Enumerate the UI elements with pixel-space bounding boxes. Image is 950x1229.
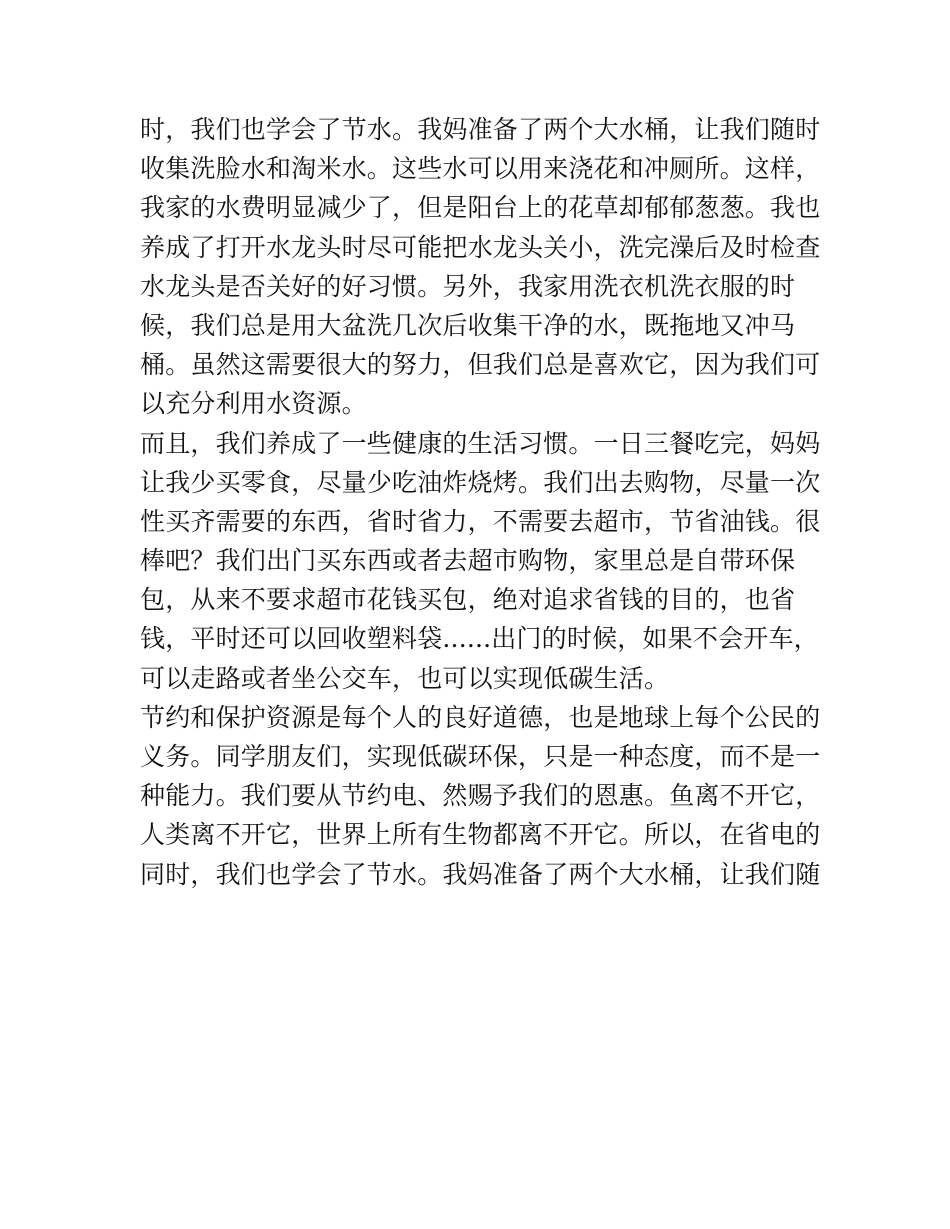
text-line: 而且，我们养成了一些健康的生活习惯。一日三餐吃完，妈妈 xyxy=(140,428,820,458)
text-line: 可以走路或者坐公交车，也可以实现低碳生活。 xyxy=(140,663,670,693)
text-line: 我家的水费明显减少了，但是阳台上的花草却郁郁葱葱。我也 xyxy=(140,193,820,223)
text-line: 以充分利用水资源。 xyxy=(140,389,367,419)
text-line: 节约和保护资源是每个人的良好道德，也是地球上每个公民的 xyxy=(140,702,820,732)
text-line: 时，我们也学会了节水。我妈准备了两个大水桶，让我们随时 xyxy=(140,115,820,144)
text-line: 种能力。我们要从节约电、然赐予我们的恩惠。鱼离不开它， xyxy=(140,781,820,811)
text-line: 包，从来不要求超市花钱买包，绝对追求省钱的目的，也省 xyxy=(140,585,796,615)
text-line: 桶。虽然这需要很大的努力，但我们总是喜欢它，因为我们可 xyxy=(140,350,820,380)
text-line: 养成了打开水龙头时尽可能把水龙头关小，洗完澡后及时检查 xyxy=(140,232,820,262)
body-text xyxy=(140,110,820,894)
text-line: 性买齐需要的东西，省时省力，不需要去超市，节省油钱。很 xyxy=(140,506,820,536)
text-line: 人类离不开它，世界上所有生物都离不开它。所以，在省电的 xyxy=(140,820,820,850)
text-line: 水龙头是否关好的好习惯。另外，我家用洗衣机洗衣服的时 xyxy=(140,271,796,301)
text-line: 候，我们总是用大盆洗几次后收集干净的水，既拖地又冲马 xyxy=(140,310,796,340)
text-line: 让我少买零食，尽量少吃油炸烧烤。我们出去购物，尽量一次 xyxy=(140,467,820,497)
text-line: 棒吧？我们出门买东西或者去超市购物，家里总是自带环保 xyxy=(140,546,796,576)
text-line: 钱，平时还可以回收塑料袋......出门的时候，如果不会开车， xyxy=(140,624,819,654)
text-line: 同时，我们也学会了节水。我妈准备了两个大水桶，让我们随 xyxy=(140,859,820,889)
text-line: 义务。同学朋友们，实现低碳环保，只是一种态度，而不是一 xyxy=(140,742,820,771)
text-line: 收集洗脸水和淘米水。这些水可以用来浇花和冲厕所。这样， xyxy=(140,154,820,184)
